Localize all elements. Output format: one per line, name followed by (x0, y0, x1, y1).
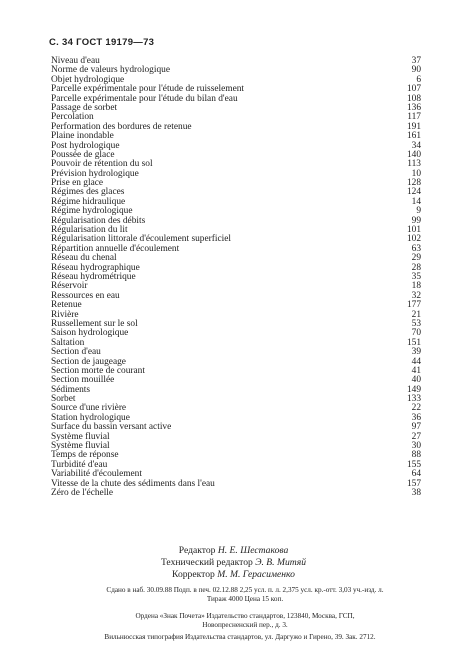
index-term: Saltation (51, 337, 85, 348)
publisher-info (55, 612, 435, 631)
index-term: Saison hydrologique (51, 328, 129, 339)
index-term: Réseau hydrographique (51, 262, 140, 273)
index-entry (51, 339, 421, 348)
index-page-number: 10 (411, 168, 421, 179)
index-term: Vitesse de la chute des sédiments dans l'eau (51, 478, 215, 489)
index-page-number: 27 (411, 431, 421, 442)
index-term: Régime hidraulique (51, 196, 126, 207)
index-term: Retenue (51, 300, 82, 311)
index-page-number: 37 (411, 56, 421, 66)
index-term: Section mouillée (51, 375, 115, 386)
index-page-number: 88 (411, 450, 421, 461)
index-term: Surface du bassin versant active (51, 422, 172, 433)
index-term: Norme de valeurs hydrologique (51, 65, 170, 76)
index-term: Régimes des glaces (51, 187, 125, 198)
index-page-number: 124 (406, 187, 421, 198)
index-term: Station hydrologique (51, 412, 130, 423)
editorial-credits (0, 545, 467, 581)
index-page-number: 155 (406, 459, 421, 470)
index-term: Prévision hydrologique (51, 168, 139, 179)
print-info (55, 586, 435, 605)
print-info-line: Сдано в наб. 30.09.88 Подп. в печ. 02.12.88 2,25 усл. п. л. 2,375 усл. кр.-отт. 3,03 уч.-изд. л. (106, 586, 384, 594)
index-entry (51, 386, 421, 395)
index-term: Niveau d'eau (51, 56, 100, 66)
index-page-number: 38 (411, 487, 421, 498)
credit-name: Н. Е. Шестакова (217, 545, 289, 556)
index-entry (51, 301, 421, 310)
index-entry (51, 376, 421, 385)
index-term: Turbidité d'eau (51, 459, 108, 470)
index-page-number: 90 (411, 65, 421, 76)
index-term: Sorbet (51, 394, 76, 405)
index-page-number: 113 (407, 159, 421, 170)
print-info-line: Тираж 4000 Цена 15 коп. (206, 595, 284, 604)
printer-line: Вильнюсская типография Издательства стандартов, ул. Даргужо и Гирено, 39. Зак. 2712. (104, 633, 376, 641)
index-term: Ressources en eau (51, 290, 120, 301)
index-page-number: 34 (411, 140, 421, 151)
index-term: Section d'eau (51, 347, 101, 358)
index-term: Parcelle expérimentale pour l'étude du bilan d'eau (51, 93, 238, 104)
index-page-number: 108 (406, 93, 421, 104)
index-page-number: 32 (411, 290, 421, 301)
index-entry (51, 329, 421, 338)
credit-role: Редактор (178, 545, 216, 556)
credit-editor (0, 545, 467, 557)
publisher-line: Новопресненский пер., д. 3. (202, 621, 288, 630)
index-entry (51, 489, 421, 498)
index-page-number: 191 (406, 121, 421, 132)
index-page-number: 40 (411, 375, 421, 386)
index-term: Régime hydrologique (51, 206, 133, 217)
index-page-number: 99 (411, 215, 421, 226)
index-term: Régularisation des débits (51, 215, 146, 226)
index-page-number: 70 (411, 328, 421, 339)
index-term: Régularisation du lit (51, 225, 128, 236)
credit-proofreader (0, 569, 467, 581)
index-page-number: 161 (406, 131, 421, 142)
term-index (51, 57, 421, 498)
index-page-number: 140 (406, 149, 421, 160)
credit-role: Технический редактор (160, 557, 253, 568)
index-term: Régularisation littorale d'écoulement superficiel (51, 234, 232, 245)
index-page-number: 39 (411, 347, 421, 358)
index-page-number: 41 (411, 365, 421, 376)
index-page-number: 177 (406, 300, 421, 311)
index-term: Plaine inondable (51, 131, 114, 142)
index-term: Objet hydrologique (51, 74, 125, 85)
index-page-number: 35 (411, 271, 421, 282)
index-page-number: 128 (406, 178, 421, 189)
index-page-number: 64 (411, 469, 421, 480)
index-term: Russellement sur le sol (51, 318, 138, 329)
index-page-number: 133 (406, 394, 421, 405)
index-term: Réseau hydrométrique (51, 271, 136, 282)
index-page-number: 136 (406, 102, 421, 113)
index-term: Temps de réponse (51, 450, 119, 461)
index-page-number: 21 (411, 309, 421, 320)
index-entry (51, 273, 421, 282)
index-page-number: 14 (411, 196, 421, 207)
index-term: Variabilité d'écoulement (51, 469, 142, 480)
page-header: С. 34 ГОСТ 19179—73 (49, 37, 155, 48)
index-term: Post hydrologique (51, 140, 120, 151)
index-entry (51, 170, 421, 179)
index-page-number: 44 (411, 356, 421, 367)
index-term: Réseau du chenal (51, 253, 117, 264)
index-term: Poussée de glace (51, 149, 115, 160)
index-page-number: 102 (406, 234, 421, 245)
index-term: Pouvoir de rétention du sol (51, 159, 153, 170)
index-page-number: 36 (411, 412, 421, 423)
index-page-number: 30 (411, 441, 421, 452)
index-page-number: 101 (406, 225, 421, 236)
index-term: Section de jaugeage (51, 356, 126, 367)
index-term: Percolation (51, 112, 94, 123)
index-term: Rivière (51, 309, 79, 320)
index-page-number: 18 (411, 281, 421, 292)
index-term: Système fluvial (51, 441, 110, 452)
index-page-number: 151 (406, 337, 421, 348)
index-page-number: 149 (406, 384, 421, 395)
publisher-line: Ордена «Знак Почета» Издательство стандартов, 123840, Москва, ГСП, (135, 612, 355, 620)
index-term: Parcelle expérimentale pour l'étude de ruisselement (51, 84, 245, 95)
credit-role: Корректор (172, 569, 215, 580)
credit-name: Э. В. Митяй (255, 557, 307, 568)
index-term: Passage de sorbet (51, 102, 118, 113)
index-term: Source d'une rivière (51, 403, 127, 414)
index-page-number: 117 (407, 112, 421, 123)
index-page-number: 97 (411, 422, 421, 433)
credit-name: М. М. Герасименко (217, 569, 295, 580)
index-page-number: 28 (411, 262, 421, 273)
index-page-number: 9 (416, 206, 421, 217)
index-term: Sédiments (51, 384, 91, 395)
index-page-number: 53 (411, 318, 421, 329)
index-page-number: 63 (411, 243, 421, 254)
index-term: Zéro de l'échelle (51, 487, 114, 498)
index-term: Répartition annuelle d'écoulement (51, 243, 180, 254)
index-entry (51, 104, 421, 113)
printer-info (30, 633, 450, 642)
index-entry (51, 292, 421, 301)
index-page-number: 157 (406, 478, 421, 489)
index-page-number: 6 (416, 74, 421, 85)
index-page-number: 22 (411, 403, 421, 414)
index-term: Réservoir (51, 281, 88, 292)
index-page-number: 107 (406, 84, 421, 95)
index-page-number: 29 (411, 253, 421, 264)
credit-tech-editor (0, 557, 467, 569)
index-term: Performation des bordures de retenue (51, 121, 192, 132)
index-term: Section morte de courant (51, 365, 145, 376)
index-term: Prise en glace (51, 178, 104, 189)
index-term: Système fluvial (51, 431, 110, 442)
